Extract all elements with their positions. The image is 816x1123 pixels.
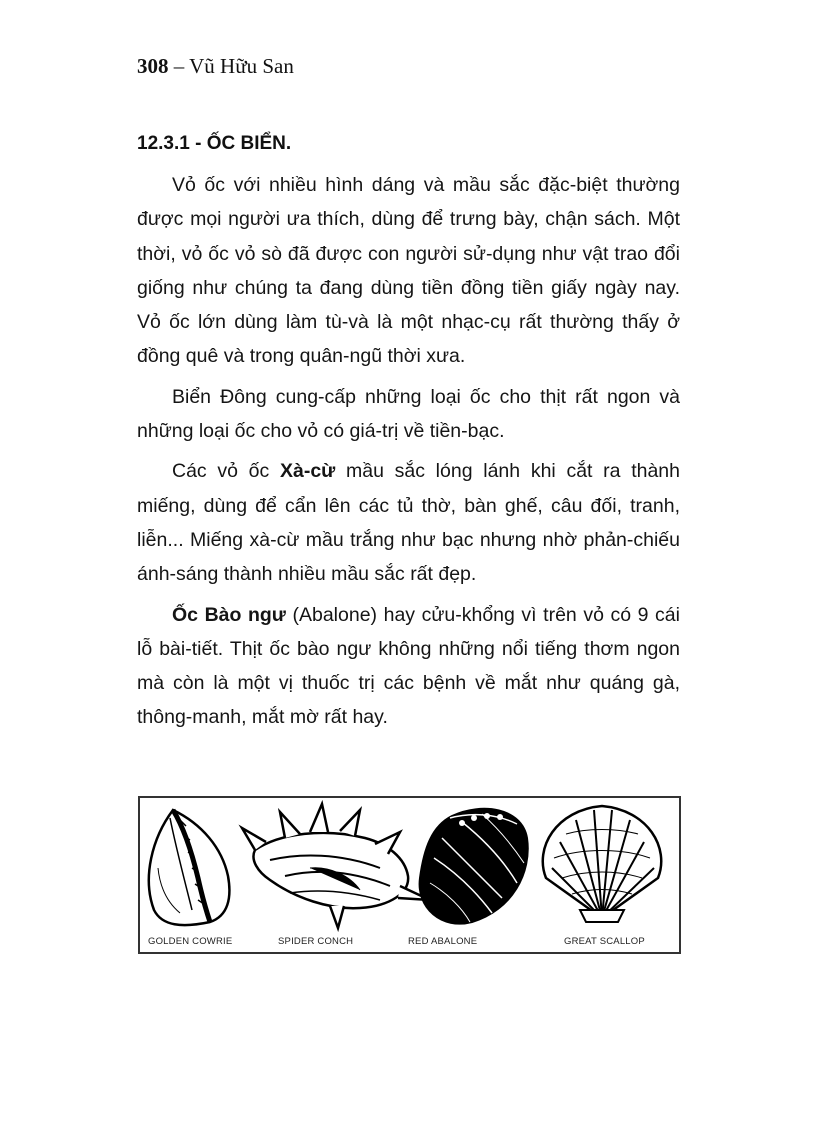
paragraph-1: Vỏ ốc với nhiều hình dáng và mầu sắc đặc-biệt thường được mọi người ưa thích, dùng để trưng bày, chận sách. Một thời, vỏ ốc vỏ sò đã được con người sử-dụng như vật trao đổi giống như chúng ta đang dùng tiền đồng tiền giấy ngày nay. Vỏ ốc lớn dùng làm tù-và là một nhạc-cụ rất thường thấy ở đồng quê và trong quân-ngũ thời xưa.	[137, 174, 680, 368]
header-separator: –	[168, 54, 190, 78]
spider-conch-shell	[242, 804, 430, 928]
golden-cowrie-shell	[149, 810, 230, 925]
great-scallop-shell	[543, 806, 661, 922]
paragraph-2: Biển Đông cung-cấp những loại ốc cho thịt rất ngon và những loại ốc cho vỏ có giá-trị về tiền-bạc.	[137, 385, 680, 443]
caption-spider-conch: SPIDER CONCH	[278, 936, 354, 947]
term-xa-cu: Xà-cừ	[279, 460, 336, 483]
body-text	[137, 168, 680, 741]
caption-red-abalone: RED ABALONE	[408, 936, 478, 947]
page-number: 308	[137, 54, 169, 78]
page-header	[137, 54, 294, 79]
paragraph-4: Ốc Bào ngư (Abalone) hay cửu-khổng vì trên vỏ có 9 cái lỗ bài-tiết. Thịt ốc bào ngư không những nổi tiếng thơm ngon mà còn là một vị thuốc trị các bệnh về mắt như quáng gà, thông-manh, mắt mờ rất hay.	[137, 603, 680, 729]
paragraph-3: Các vỏ ốc Xà-cừ mầu sắc lóng lánh khi cắt ra thành miếng, dùng để cẩn lên các tủ thờ, bàn ghế, câu đối, tranh, liễn... Miếng xà-cừ mầu trắng như bạc nhưng nhờ phản-chiếu ánh-sáng thành nhiều mầu sắc rất đẹp.	[137, 460, 681, 586]
shells-drawing	[140, 798, 679, 952]
author-name: Vũ Hữu San	[189, 54, 294, 78]
caption-golden-cowrie: GOLDEN COWRIE	[148, 936, 233, 947]
caption-great-scallop: GREAT SCALLOP	[564, 936, 645, 947]
term-oc-bao-ngu: Ốc Bào ngư	[172, 603, 286, 626]
section-title: 12.3.1 - ỐC BIỂN.	[137, 133, 292, 154]
shells-illustration	[138, 796, 681, 954]
red-abalone-shell	[420, 809, 528, 924]
